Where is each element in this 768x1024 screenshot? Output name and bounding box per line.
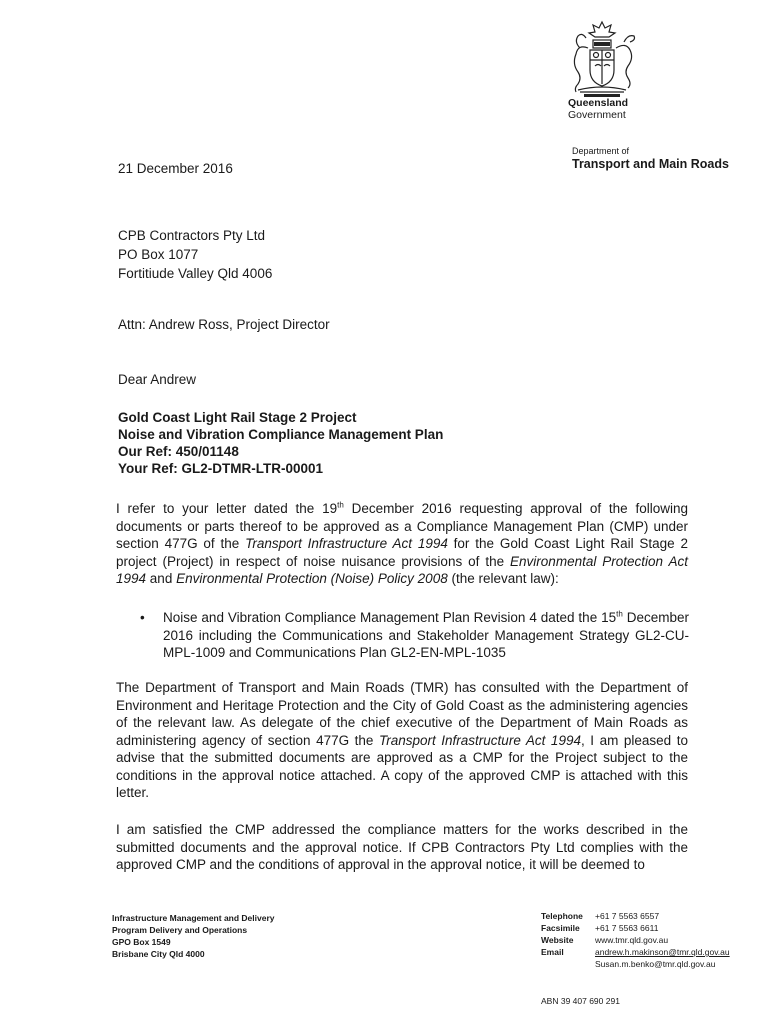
footer-contacts [541, 910, 730, 970]
abn-number: ABN 39 407 690 291 [541, 996, 620, 1006]
paragraph-request: I refer to your letter dated the 19th December 2016 requesting approval of the following documents or parts thereof to be approved as a Compliance Management Plan (CMP) under section 477G of the Transport Infrastructure Act 1994 for the Gold Coast Light Rail Stage 2 project (Project) in respect of noise nuisance provisions of the Environmental Protection Act 1994 and Environmental Protection (Noise) Policy 2008 (the relevant law): [116, 500, 688, 586]
contact-email: Email andrew.h.makinson@tmr.qld.gov.au [541, 947, 730, 957]
letter-date: 21 December 2016 [118, 161, 233, 176]
government-subtitle: Government [568, 109, 626, 121]
paragraph-approval: The Department of Transport and Main Roads (TMR) has consulted with the Department of Environment and Heritage Protection and the City of Gold Coast as the administering agencies of the relevant law. As delegate of the chief executive of the Department of Main Roads as administering agency of section 477G the Transport Infrastructure Act 1994, I am pleased to advise that the submitted documents are approved as a CMP for the Project subject to the conditions in the approval notice attached. A copy of the approved CMP is attached with this letter. [116, 680, 688, 800]
paragraph-compliance: I am satisfied the CMP addressed the compliance matters for the works described in the submitted documents and the approval notice. If CPB Contractors Pty Ltd complies with the approved CMP and the conditions of approval in the approval notice, it will be deemed to [116, 822, 688, 872]
footer-address-line: GPO Box 1549 [112, 937, 171, 947]
recipient-address [118, 226, 272, 283]
subject-plan: Noise and Vibration Compliance Management Plan [118, 427, 444, 442]
subject-block [118, 409, 443, 477]
footer-address-line: Program Delivery and Operations [112, 925, 248, 935]
recipient-po-box: PO Box 1077 [118, 247, 199, 262]
website-link[interactable]: www.tmr.qld.gov.au [595, 935, 669, 945]
subject-project: Gold Coast Light Rail Stage 2 Project [118, 410, 357, 425]
footer-address [112, 912, 275, 960]
department-name: Transport and Main Roads [572, 157, 729, 171]
subject-your-ref: Your Ref: GL2-DTMR-LTR-00001 [118, 461, 324, 476]
department-of-label: Department of [572, 146, 630, 156]
attention-line: Attn: Andrew Ross, Project Director [118, 317, 330, 332]
email-link-secondary[interactable]: Susan.m.benko@tmr.qld.gov.au [595, 959, 716, 969]
queensland-coat-of-arms-logo [566, 18, 638, 100]
salutation: Dear Andrew [118, 372, 197, 387]
contact-facsimile: Facsimile +61 7 5563 6611 [541, 923, 659, 933]
email-link-primary[interactable]: andrew.h.makinson@tmr.qld.gov.au [595, 947, 730, 957]
government-name: Queensland [568, 97, 629, 109]
subject-our-ref: Our Ref: 450/01148 [118, 444, 239, 459]
contact-email-secondary [541, 958, 730, 970]
footer-address-line: Brisbane City Qld 4000 [112, 949, 205, 959]
contact-website: Website www.tmr.qld.gov.au [541, 935, 669, 945]
footer-address-line: Infrastructure Management and Delivery [112, 913, 275, 923]
recipient-company: CPB Contractors Pty Ltd [118, 228, 266, 243]
bullet-text: Noise and Vibration Compliance Management Plan Revision 4 dated the 15th December 2016 including the Communications and Stakeholder Management Strategy GL2-CU-MPL-1009 and Communications Plan GL2-EN-MPL-1035 [163, 609, 689, 660]
contact-telephone: Telephone +61 7 5563 6557 [541, 911, 660, 921]
recipient-city: Fortitiude Valley Qld 4006 [118, 266, 273, 281]
bullet-marker: • [140, 610, 145, 625]
